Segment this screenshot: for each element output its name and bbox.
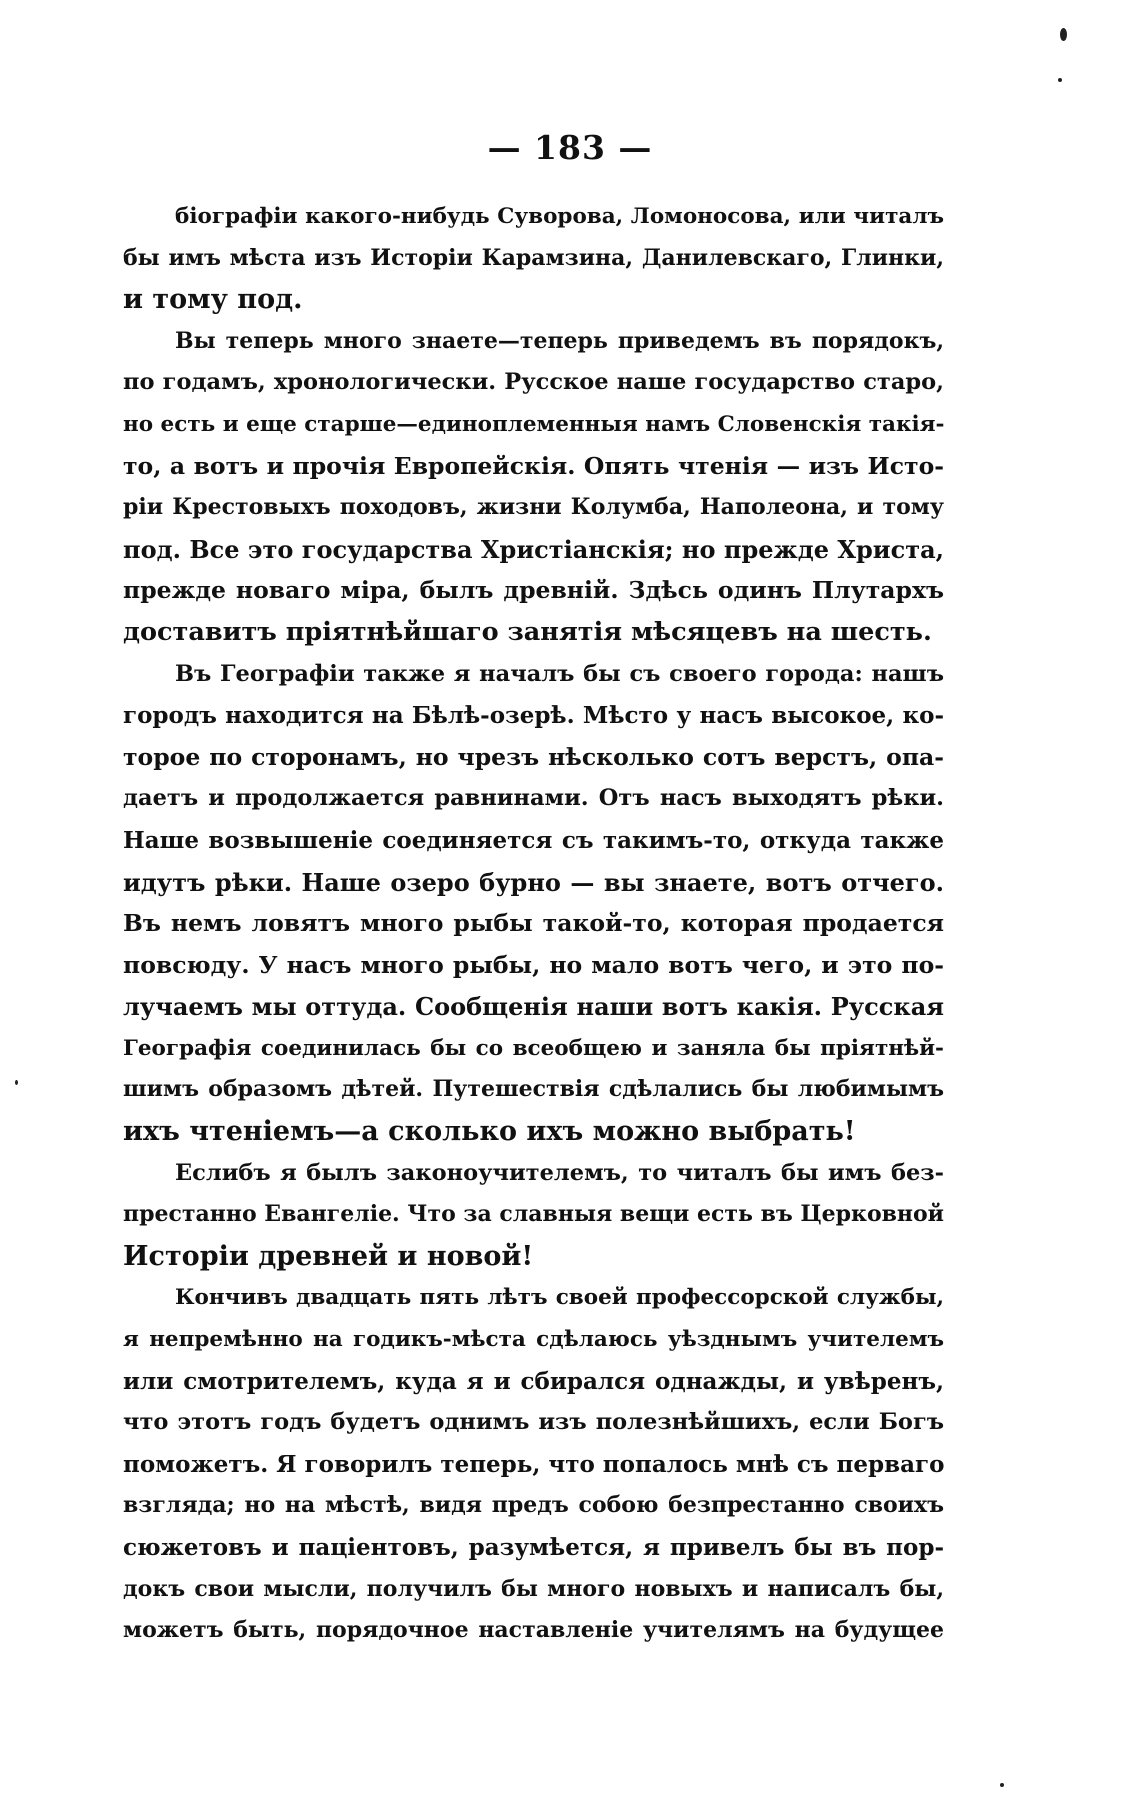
text-line: Въ немъ ловятъ много рыбы такой-то, которая продается [123,909,944,938]
text-line: по годамъ, хронологически. Русское наше государство старо, [123,369,944,396]
text-line: Географія соединилась бы со всеобщею и заняла бы пріятнѣй- [123,1035,944,1061]
text-line: доставитъ пріятнѣйшаго занятія мѣсяцевъ на шесть. [123,616,932,647]
text-line: лучаемъ мы оттуда. Сообщенія наши вотъ какія. Русская [123,992,944,1022]
scan-speck [1000,1783,1004,1787]
text-line: докъ свои мысли, получилъ бы много новыхъ и написалъ бы, [123,1575,944,1602]
text-line: можетъ быть, порядочное наставленіе учителямъ на будущее [123,1617,944,1644]
text-line: сюжетовъ и паціентовъ, разумѣется, я привелъ бы въ пор- [123,1534,944,1561]
text-line: шимъ образомъ дѣтей. Путешествія сдѣлались бы любимымъ [123,1076,944,1103]
text-line: я непремѣнно на годикъ-мѣста сдѣлаюсь уѣзднымъ учителемъ [123,1327,944,1353]
text-line: что этотъ годъ будетъ однимъ изъ полезнѣйшихъ, если Богъ [123,1409,944,1436]
text-line: Исторіи древней и новой! [123,1240,534,1272]
text-line: и тому под. [123,284,303,316]
text-line: взгляда; но на мѣстѣ, видя предъ собою безпрестанно своихъ [123,1492,944,1519]
text-line: то, а вотъ и прочія Европейскія. Опять чтенія — изъ Исто- [123,451,944,480]
paragraph-first-line: Въ Географіи также я началъ бы съ своего города: нашъ [175,660,944,687]
page-text [123,196,944,1652]
text-line: под. Все это государства Христіанскія; но прежде Христа, [123,534,944,564]
text-line: ріи Крестовыхъ походовъ, жизни Колумба, Наполеона, и тому [123,494,944,521]
text-line: или смотрителемъ, куда я и сбирался однажды, и увѣренъ, [123,1367,944,1395]
text-line: торое по сторонамъ, но чрезъ нѣсколько сотъ верстъ, опа- [123,742,944,771]
text-line: городъ находится на Бѣлѣ-озерѣ. Мѣсто у насъ высокое, ко- [123,702,944,730]
text-line: поможетъ. Я говорилъ теперь, что попалось мнѣ съ перваго [123,1450,944,1478]
text-line: прежде новаго міра, былъ древній. Здѣсь одинъ Плутархъ [123,576,944,605]
text-line: но есть и еще старше—единоплеменныя намъ Словенскія такія- [123,411,944,437]
text-line: идутъ рѣки. Наше озеро бурно — вы знаете, вотъ отчего. [123,867,944,897]
paragraph-first-line: Кончивъ двадцать пять лѣтъ своей профессорской службы, [175,1285,944,1311]
text-line: Наше возвышеніе соединяется съ такимъ-то, откуда также [123,826,944,854]
scan-speck [15,1080,18,1085]
text-line: престанно Евангеліе. Что за славныя вещи есть въ Церковной [123,1201,944,1228]
paragraph-first-line: біографіи какого-нибудь Суворова, Ломоносова, или читалъ [175,204,944,229]
text-line: повсюду. У насъ много рыбы, но мало вотъ чего, и это по- [123,950,944,979]
text-line: бы имъ мѣста изъ Исторіи Карамзина, Данилевскаго, Глинки, [123,244,944,271]
scan-speck [1060,28,1067,41]
page-number: — 183 — [487,128,653,167]
text-line: ихъ чтеніемъ—а сколько ихъ можно выбрать! [123,1116,856,1148]
paragraph-first-line: Еслибъ я былъ законоучителемъ, то читалъ бы имъ без- [175,1159,944,1186]
text-line: даетъ и продолжается равнинами. Отъ насъ выходятъ рѣки. [123,785,944,812]
paragraph-first-line: Вы теперь много знаете—теперь приведемъ въ порядокъ, [175,327,944,354]
scan-speck [1058,78,1062,82]
